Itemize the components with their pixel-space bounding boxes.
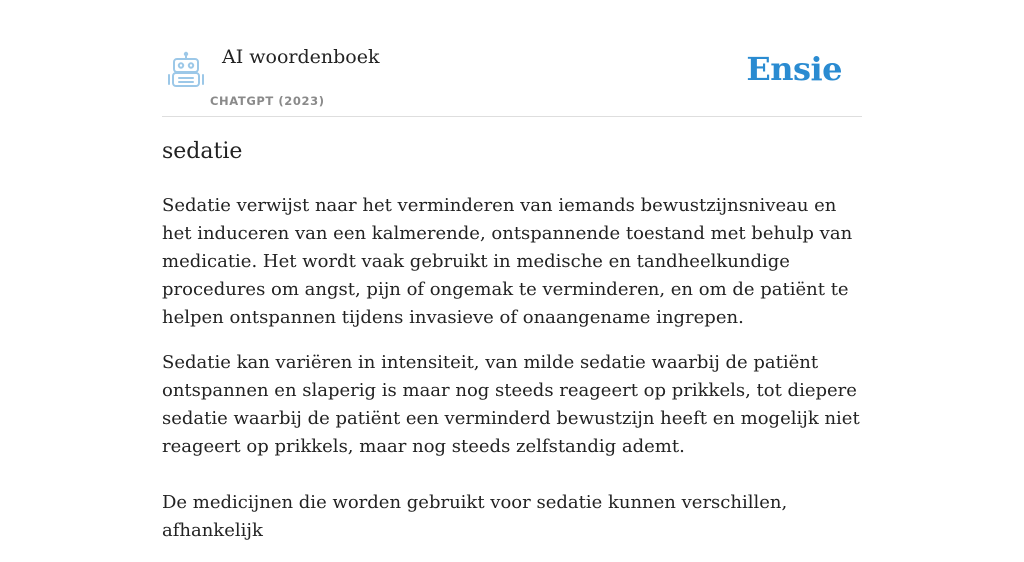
source-meta: CHATGPT (2023) bbox=[210, 94, 325, 108]
definition-paragraph: Sedatie verwijst naar het verminderen van iemands bewustzijnsniveau en het induceren van een kalmerende, ontspannende toestand met behulp van medicatie. Het wordt vaak gebruikt in medische en tandheelkundige procedures om angst, pijn of ongemak te verminderen, en om de patiënt te helpen ontspannen tijdens invasieve of onaangename ingrepen. bbox=[162, 195, 853, 328]
term-title: sedatie bbox=[162, 139, 243, 164]
robot-icon bbox=[166, 52, 206, 88]
entry-header bbox=[162, 40, 862, 117]
source-title[interactable]: AI woordenboek bbox=[222, 46, 380, 68]
definition-paragraph: De medicijnen die worden gebruikt voor sedatie kunnen verschillen, afhankelijk bbox=[162, 492, 788, 541]
definition-paragraph: Sedatie kan variëren in intensiteit, van milde sedatie waarbij de patiënt ontspannen en slaperig is maar nog steeds reageert op prikkels, tot diepere sedatie waarbij de patiënt een verminderd bewustzijn heeft en mogelijk niet reageert op prikkels, maar nog steeds zelfstandig ademt. bbox=[162, 352, 860, 457]
definition-body bbox=[162, 192, 862, 562]
ensie-logo[interactable]: Ensie bbox=[746, 50, 842, 88]
